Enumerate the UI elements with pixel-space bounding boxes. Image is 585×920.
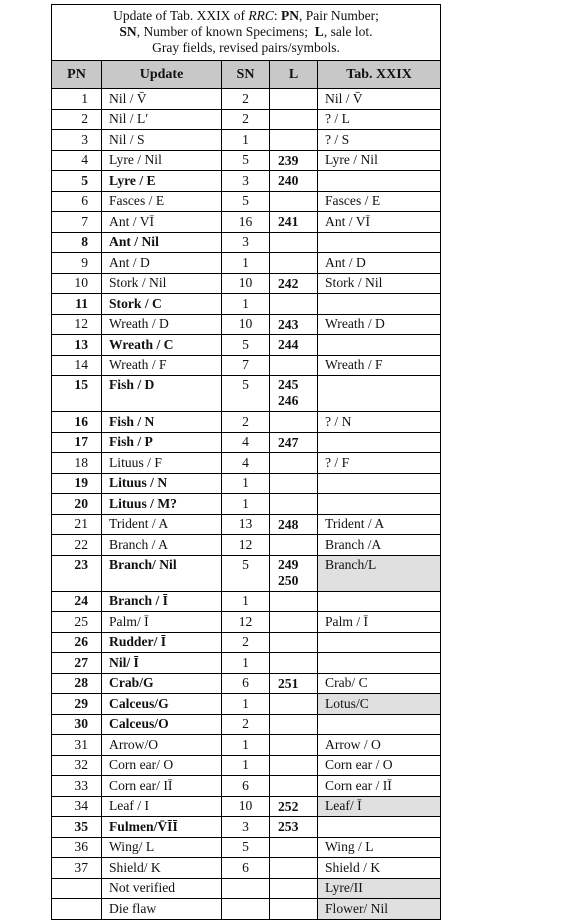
cell-update: Fish / P <box>102 432 222 453</box>
cell-lot <box>270 632 318 653</box>
table-row <box>52 212 441 233</box>
cell-sn: 5 <box>222 837 270 858</box>
table-row <box>52 473 441 494</box>
cell-pn: 36 <box>52 837 102 858</box>
cell-pn: 3 <box>52 130 102 151</box>
table-row <box>52 555 441 591</box>
cell-lot <box>270 612 318 633</box>
cell-tab-xxix <box>318 653 441 674</box>
cell-pn: 25 <box>52 612 102 633</box>
cell-lot: 244 <box>270 335 318 356</box>
cell-pn: 15 <box>52 376 102 412</box>
cell-update: Wreath / C <box>102 335 222 356</box>
cell-sn <box>222 878 270 899</box>
table-row <box>52 89 441 110</box>
cell-tab-xxix: ? / F <box>318 453 441 474</box>
header-row <box>52 61 441 89</box>
cell-update: Nil / S <box>102 130 222 151</box>
table-row <box>52 109 441 130</box>
cell-sn: 13 <box>222 514 270 535</box>
cell-sn: 2 <box>222 109 270 130</box>
cell-tab-xxix: Wing / L <box>318 837 441 858</box>
cell-tab-xxix <box>318 294 441 315</box>
cell-tab-xxix: Arrow / O <box>318 735 441 756</box>
cell-sn: 5 <box>222 376 270 412</box>
cell-pn: 1 <box>52 89 102 110</box>
cell-lot <box>270 191 318 212</box>
cell-update: Lyre / Nil <box>102 150 222 171</box>
cell-pn: 9 <box>52 253 102 274</box>
cell-sn: 1 <box>222 473 270 494</box>
cell-lot: 249 250 <box>270 555 318 591</box>
cell-sn: 16 <box>222 212 270 233</box>
table-row <box>52 755 441 776</box>
cell-pn: 28 <box>52 673 102 694</box>
cell-lot <box>270 473 318 494</box>
cell-sn: 2 <box>222 89 270 110</box>
cell-lot <box>270 412 318 433</box>
cell-tab-xxix: Lotus/C <box>318 694 441 715</box>
cell-update: Corn ear/ IĪ <box>102 776 222 797</box>
cell-pn: 30 <box>52 714 102 735</box>
cell-update: Lyre / E <box>102 171 222 192</box>
cell-lot <box>270 899 318 920</box>
cell-lot <box>270 694 318 715</box>
cell-lot <box>270 653 318 674</box>
cell-tab-xxix: Flower/ Nil <box>318 899 441 920</box>
cell-sn: 2 <box>222 714 270 735</box>
cell-lot <box>270 130 318 151</box>
table-row <box>52 673 441 694</box>
cell-tab-xxix: Palm / Ī <box>318 612 441 633</box>
caption-text: , sale lot. <box>323 23 373 39</box>
cell-tab-xxix: Wreath / D <box>318 314 441 335</box>
cell-update: Stork / C <box>102 294 222 315</box>
cell-lot <box>270 253 318 274</box>
cell-sn: 4 <box>222 453 270 474</box>
cell-pn: 21 <box>52 514 102 535</box>
cell-tab-xxix: Branch/L <box>318 555 441 591</box>
table-row <box>52 817 441 838</box>
cell-pn: 16 <box>52 412 102 433</box>
cell-lot: 242 <box>270 273 318 294</box>
cell-lot <box>270 453 318 474</box>
cell-update: Arrow/O <box>102 735 222 756</box>
cell-tab-xxix: Trident / A <box>318 514 441 535</box>
cell-sn: 1 <box>222 694 270 715</box>
cell-update: Die flaw <box>102 899 222 920</box>
cell-update: Calceus/G <box>102 694 222 715</box>
cell-update: Wing/ L <box>102 837 222 858</box>
cell-lot <box>270 878 318 899</box>
cell-pn: 37 <box>52 858 102 879</box>
cell-pn: 23 <box>52 555 102 591</box>
cell-pn: 2 <box>52 109 102 130</box>
cell-pn: 18 <box>52 453 102 474</box>
cell-update: Rudder/ Ī <box>102 632 222 653</box>
cell-tab-xxix: Wreath / F <box>318 355 441 376</box>
table-row <box>52 878 441 899</box>
table-row <box>52 514 441 535</box>
caption-text: , Pair Number; <box>299 7 379 23</box>
table-row <box>52 535 441 556</box>
header-l: L <box>270 61 318 89</box>
cell-pn: 12 <box>52 314 102 335</box>
table-row <box>52 191 441 212</box>
cell-tab-xxix: Nil / V̄ <box>318 89 441 110</box>
cell-tab-xxix: Ant / D <box>318 253 441 274</box>
table-row <box>52 632 441 653</box>
cell-tab-xxix <box>318 494 441 515</box>
table-row <box>52 232 441 253</box>
cell-pn <box>52 899 102 920</box>
caption-text: : <box>273 7 282 23</box>
cell-pn: 33 <box>52 776 102 797</box>
cell-tab-xxix: Ant / VĪ <box>318 212 441 233</box>
cell-lot: 251 <box>270 673 318 694</box>
cell-pn: 6 <box>52 191 102 212</box>
cell-pn: 7 <box>52 212 102 233</box>
cell-pn: 32 <box>52 755 102 776</box>
caption-l: L <box>314 23 324 39</box>
cell-lot <box>270 755 318 776</box>
cell-sn: 2 <box>222 412 270 433</box>
cell-lot <box>270 355 318 376</box>
cell-sn: 1 <box>222 494 270 515</box>
cell-lot <box>270 858 318 879</box>
cell-tab-xxix: Fasces / E <box>318 191 441 212</box>
header-sn: SN <box>222 61 270 89</box>
cell-update: Fulmen/V̄ĪĪ <box>102 817 222 838</box>
header-pn: PN <box>52 61 102 89</box>
table-row <box>52 150 441 171</box>
cell-tab-xxix <box>318 232 441 253</box>
cell-pn: 31 <box>52 735 102 756</box>
table-row <box>52 335 441 356</box>
cell-sn: 1 <box>222 253 270 274</box>
cell-sn: 3 <box>222 232 270 253</box>
cell-update: Not verified <box>102 878 222 899</box>
cell-tab-xxix: Leaf/ Ī <box>318 796 441 817</box>
cell-sn: 5 <box>222 555 270 591</box>
cell-tab-xxix: ? / N <box>318 412 441 433</box>
cell-sn: 7 <box>222 355 270 376</box>
cell-lot: 245 246 <box>270 376 318 412</box>
cell-update: Ant / VĪ <box>102 212 222 233</box>
caption-text: , Number of known Specimens; <box>136 23 315 39</box>
cell-lot: 241 <box>270 212 318 233</box>
cell-tab-xxix: Stork / Nil <box>318 273 441 294</box>
cell-sn: 10 <box>222 273 270 294</box>
cell-tab-xxix <box>318 817 441 838</box>
cell-update: Fish / D <box>102 376 222 412</box>
cell-tab-xxix <box>318 376 441 412</box>
table-caption <box>52 5 441 61</box>
cell-tab-xxix: Shield / K <box>318 858 441 879</box>
table-row <box>52 130 441 151</box>
pairs-table <box>51 4 441 920</box>
cell-pn: 10 <box>52 273 102 294</box>
cell-tab-xxix: ? / L <box>318 109 441 130</box>
caption-text: Update of Tab. XXIX of <box>113 7 249 23</box>
cell-lot <box>270 294 318 315</box>
cell-update: Corn ear/ O <box>102 755 222 776</box>
cell-tab-xxix <box>318 591 441 612</box>
cell-lot <box>270 591 318 612</box>
cell-update: Shield/ K <box>102 858 222 879</box>
table-row <box>52 355 441 376</box>
table-row <box>52 837 441 858</box>
cell-lot <box>270 776 318 797</box>
table-row <box>52 273 441 294</box>
table-row <box>52 735 441 756</box>
cell-sn: 1 <box>222 591 270 612</box>
cell-sn: 1 <box>222 755 270 776</box>
cell-sn: 1 <box>222 653 270 674</box>
cell-tab-xxix: Crab/ C <box>318 673 441 694</box>
table-row <box>52 612 441 633</box>
cell-update: Ant / Nil <box>102 232 222 253</box>
table-row <box>52 432 441 453</box>
cell-sn: 6 <box>222 673 270 694</box>
cell-update: Fish / N <box>102 412 222 433</box>
cell-update: Calceus/O <box>102 714 222 735</box>
cell-update: Trident / A <box>102 514 222 535</box>
table-row <box>52 412 441 433</box>
cell-lot <box>270 837 318 858</box>
caption-note: Gray fields, revised pairs/symbols. <box>152 40 340 56</box>
cell-lot: 247 <box>270 432 318 453</box>
cell-update: Leaf / I <box>102 796 222 817</box>
cell-lot <box>270 735 318 756</box>
cell-update: Nil / V̄ <box>102 89 222 110</box>
cell-sn: 5 <box>222 335 270 356</box>
cell-pn: 29 <box>52 694 102 715</box>
cell-sn: 3 <box>222 171 270 192</box>
cell-sn: 1 <box>222 735 270 756</box>
cell-update: Crab/G <box>102 673 222 694</box>
cell-pn: 5 <box>52 171 102 192</box>
cell-sn: 5 <box>222 191 270 212</box>
caption-pn: PN <box>281 7 300 23</box>
cell-lot <box>270 109 318 130</box>
table-row <box>52 494 441 515</box>
table-container <box>51 4 441 920</box>
cell-lot: 240 <box>270 171 318 192</box>
cell-pn: 34 <box>52 796 102 817</box>
cell-pn: 22 <box>52 535 102 556</box>
cell-update: Wreath / D <box>102 314 222 335</box>
cell-sn: 6 <box>222 858 270 879</box>
cell-lot: 248 <box>270 514 318 535</box>
cell-sn: 10 <box>222 796 270 817</box>
table-row <box>52 899 441 920</box>
cell-lot <box>270 535 318 556</box>
cell-update: Lituus / M? <box>102 494 222 515</box>
cell-tab-xxix: Lyre / Nil <box>318 150 441 171</box>
caption-rrc: RRC <box>248 7 274 23</box>
cell-update: Branch/ Nil <box>102 555 222 591</box>
table-row <box>52 776 441 797</box>
cell-pn: 19 <box>52 473 102 494</box>
cell-update: Stork / Nil <box>102 273 222 294</box>
table-row <box>52 376 441 412</box>
cell-sn: 3 <box>222 817 270 838</box>
cell-sn: 12 <box>222 612 270 633</box>
header-update: Update <box>102 61 222 89</box>
cell-tab-xxix: Branch /A <box>318 535 441 556</box>
cell-pn: 26 <box>52 632 102 653</box>
cell-pn: 4 <box>52 150 102 171</box>
cell-sn: 6 <box>222 776 270 797</box>
cell-pn: 35 <box>52 817 102 838</box>
cell-update: Palm/ Ī <box>102 612 222 633</box>
cell-sn: 4 <box>222 432 270 453</box>
cell-sn: 2 <box>222 632 270 653</box>
cell-pn: 8 <box>52 232 102 253</box>
cell-tab-xxix <box>318 335 441 356</box>
cell-sn: 1 <box>222 294 270 315</box>
cell-lot <box>270 494 318 515</box>
table-row <box>52 653 441 674</box>
cell-tab-xxix <box>318 473 441 494</box>
cell-update: Ant / D <box>102 253 222 274</box>
cell-sn <box>222 899 270 920</box>
cell-sn: 10 <box>222 314 270 335</box>
caption-sn: SN <box>119 23 137 39</box>
cell-pn: 24 <box>52 591 102 612</box>
table-row <box>52 714 441 735</box>
cell-tab-xxix <box>318 632 441 653</box>
table-row <box>52 858 441 879</box>
cell-update: Nil/ Ī <box>102 653 222 674</box>
table-row <box>52 453 441 474</box>
table-row <box>52 253 441 274</box>
cell-tab-xxix <box>318 171 441 192</box>
table-row <box>52 314 441 335</box>
cell-lot: 252 <box>270 796 318 817</box>
cell-sn: 5 <box>222 150 270 171</box>
cell-update: Lituus / F <box>102 453 222 474</box>
cell-tab-xxix: Corn ear / IĪ <box>318 776 441 797</box>
cell-pn: 17 <box>52 432 102 453</box>
cell-tab-xxix <box>318 714 441 735</box>
cell-update: Wreath / F <box>102 355 222 376</box>
table-row <box>52 694 441 715</box>
cell-lot: 253 <box>270 817 318 838</box>
table-row <box>52 171 441 192</box>
cell-lot: 239 <box>270 150 318 171</box>
cell-lot <box>270 89 318 110</box>
cell-tab-xxix: Corn ear / O <box>318 755 441 776</box>
table-row <box>52 294 441 315</box>
table-row <box>52 796 441 817</box>
cell-sn: 12 <box>222 535 270 556</box>
cell-lot <box>270 232 318 253</box>
cell-update: Nil / L′ <box>102 109 222 130</box>
cell-tab-xxix <box>318 432 441 453</box>
cell-lot <box>270 714 318 735</box>
table-row <box>52 591 441 612</box>
cell-update: Fasces / E <box>102 191 222 212</box>
cell-update: Lituus / N <box>102 473 222 494</box>
cell-tab-xxix: Lyre/II <box>318 878 441 899</box>
cell-update: Branch / A <box>102 535 222 556</box>
cell-update: Branch / Ī <box>102 591 222 612</box>
cell-tab-xxix: ? / S <box>318 130 441 151</box>
cell-pn: 13 <box>52 335 102 356</box>
cell-pn: 27 <box>52 653 102 674</box>
header-tab: Tab. XXIX <box>318 61 441 89</box>
cell-lot: 243 <box>270 314 318 335</box>
cell-pn: 20 <box>52 494 102 515</box>
cell-pn: 14 <box>52 355 102 376</box>
cell-sn: 1 <box>222 130 270 151</box>
cell-pn: 11 <box>52 294 102 315</box>
cell-pn <box>52 878 102 899</box>
